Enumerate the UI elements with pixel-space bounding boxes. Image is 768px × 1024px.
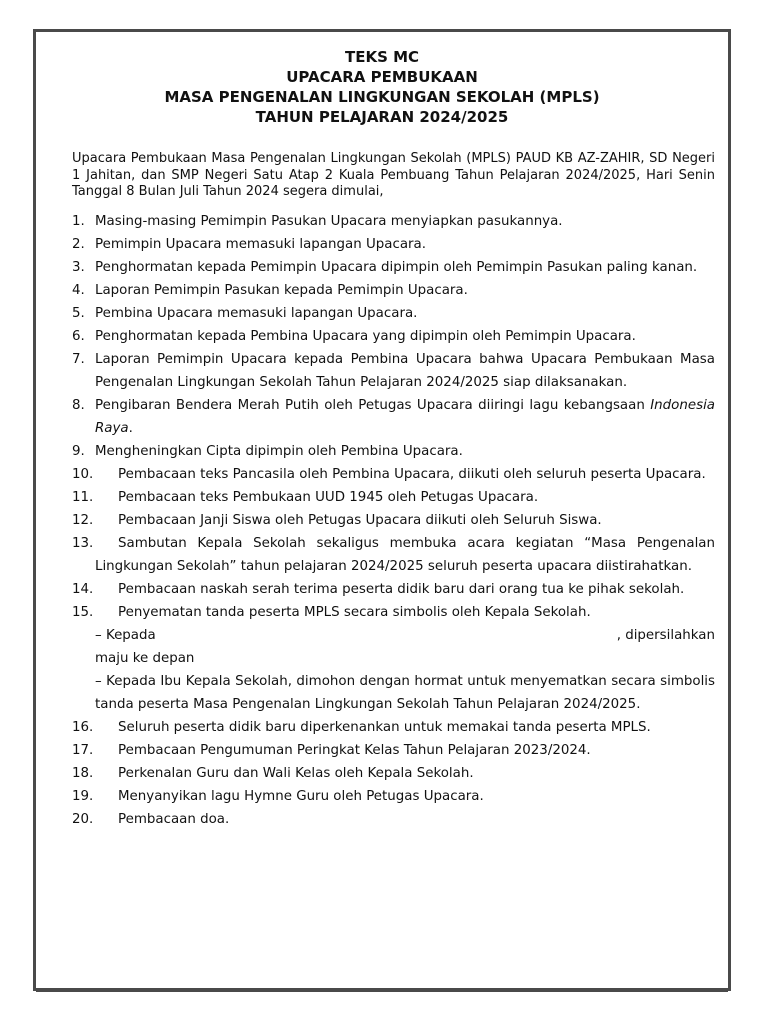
list-item xyxy=(72,739,715,762)
item-text: Pembacaan naskah serah terima peserta didik baru dari orang tua ke pihak sekolah. xyxy=(118,582,685,597)
item-number: 17. xyxy=(72,743,94,758)
item-text: Perkenalan Guru dan Wali Kelas oleh Kepala Sekolah. xyxy=(118,766,474,781)
item-text: Pembacaan Janji Siswa oleh Petugas Upacara diikuti oleh Seluruh Siswa. xyxy=(118,513,602,528)
item-text: Mengheningkan Cipta dipimpin oleh Pembina Upacara. xyxy=(95,444,463,459)
item-number: 9. xyxy=(72,444,85,459)
title-line-1: TEKS MC xyxy=(344,48,420,66)
list-item xyxy=(72,532,715,578)
item-number: 3. xyxy=(72,260,85,275)
item-text: Sambutan Kepala Sekolah sekaligus membuka acara kegiatan “Masa Pengenalan Lingkungan Sekolah” tahun pelajaran 2024/2025 seluruh peserta upacara diistirahatkan. xyxy=(95,536,715,574)
list-item xyxy=(72,279,715,302)
item-number: 2. xyxy=(72,237,85,252)
list-item xyxy=(72,578,715,601)
agenda-list xyxy=(72,210,715,831)
list-item xyxy=(72,463,715,486)
list-item xyxy=(72,440,715,463)
sub-item-ibu-kepala-sekolah: – Kepada Ibu Kepala Sekolah, dimohon dengan hormat untuk menyematkan secara simbolis tanda peserta Masa Pengenalan Lingkungan Sekolah Tahun Pelajaran 2024/2025. xyxy=(95,674,715,712)
item-number: 12. xyxy=(72,513,94,528)
document-title xyxy=(36,47,728,127)
list-item xyxy=(72,785,715,808)
title-line-3: MASA PENGENALAN LINGKUNGAN SEKOLAH (MPLS) xyxy=(164,88,600,106)
item-number: 10. xyxy=(72,467,94,482)
kepada-continuation: maju ke depan xyxy=(95,651,195,666)
item-text: Pembacaan teks Pembukaan UUD 1945 oleh Petugas Upacara. xyxy=(118,490,539,505)
item-text: Penghormatan kepada Pembina Upacara yang dipimpin oleh Pemimpin Upacara. xyxy=(95,329,636,344)
item-number: 5. xyxy=(72,306,85,321)
item-number: 18. xyxy=(72,766,94,781)
list-item xyxy=(72,808,715,831)
item-number: 15. xyxy=(72,605,94,620)
item-number: 1. xyxy=(72,214,85,229)
item-text: Pemimpin Upacara memasuki lapangan Upacara. xyxy=(95,237,426,252)
item-number: 11. xyxy=(72,490,94,505)
list-item xyxy=(72,233,715,256)
list-item xyxy=(72,256,715,279)
list-item xyxy=(72,348,715,394)
item-text: Seluruh peserta didik baru diperkenankan untuk memakai tanda peserta MPLS. xyxy=(118,720,651,735)
item-text: Pembina Upacara memasuki lapangan Upacara. xyxy=(95,306,418,321)
list-item xyxy=(72,210,715,233)
list-item xyxy=(72,509,715,532)
list-item xyxy=(72,486,715,509)
item-text: Penghormatan kepada Pemimpin Upacara dipimpin oleh Pemimpin Pasukan paling kanan. xyxy=(95,260,698,275)
item-text: Masing-masing Pemimpin Pasukan Upacara menyiapkan pasukannya. xyxy=(95,214,563,229)
item-number: 13. xyxy=(72,536,94,551)
item-number: 14. xyxy=(72,582,94,597)
item-number: 20. xyxy=(72,812,94,827)
item-number: 6. xyxy=(72,329,85,344)
item-text: Pembacaan doa. xyxy=(118,812,230,827)
item-text-tail: . xyxy=(128,421,133,436)
item-number: 7. xyxy=(72,352,85,367)
kepada-label: – Kepada xyxy=(95,628,156,643)
list-item xyxy=(72,302,715,325)
item-number: 19. xyxy=(72,789,94,804)
list-item xyxy=(72,762,715,785)
song-title: Indonesia Raya xyxy=(95,398,715,436)
kepada-suffix: , dipersilahkan xyxy=(616,628,715,643)
item-text: Menyanyikan lagu Hymne Guru oleh Petugas Upacara. xyxy=(118,789,484,804)
item-text: Laporan Pemimpin Pasukan kepada Pemimpin Upacara. xyxy=(95,283,468,298)
item-text: Pembacaan Pengumuman Peringkat Kelas Tahun Pelajaran 2023/2024. xyxy=(118,743,591,758)
list-item xyxy=(72,601,715,624)
item-text: Pembacaan teks Pancasila oleh Pembina Upacara, diikuti oleh seluruh peserta Upacara. xyxy=(118,467,706,482)
item-number: 8. xyxy=(72,398,85,413)
intro-paragraph: Upacara Pembukaan Masa Pengenalan Lingkungan Sekolah (MPLS) PAUD KB AZ-ZAHIR, SD Negeri 1 Jahitan, dan SMP Negeri Satu Atap 2 Kuala Pembuang Tahun Pelajaran 2024/2025, Hari Senin Tanggal 8 Bulan Juli Tahun 2024 segera dimulai, xyxy=(72,151,715,199)
item-number: 16. xyxy=(72,720,94,735)
title-line-4: TAHUN PELAJARAN 2024/2025 xyxy=(255,108,509,126)
item-text: Laporan Pemimpin Upacara kepada Pembina Upacara bahwa Upacara Pembukaan Masa Pengenalan Lingkungan Sekolah Tahun Pelajaran 2024/2025 siap dilaksanakan. xyxy=(95,352,715,390)
title-line-2: UPACARA PEMBUKAAN xyxy=(286,68,478,86)
list-item xyxy=(72,394,715,440)
item-number: 4. xyxy=(72,283,85,298)
sub-item-kepada xyxy=(72,624,715,670)
item-text: Pengibaran Bendera Merah Putih oleh Petugas Upacara diiringi lagu kebangsaan xyxy=(95,398,651,413)
list-item xyxy=(72,325,715,348)
list-item xyxy=(72,716,715,739)
document-page xyxy=(33,29,731,991)
item-text: Penyematan tanda peserta MPLS secara simbolis oleh Kepala Sekolah. xyxy=(118,605,591,620)
